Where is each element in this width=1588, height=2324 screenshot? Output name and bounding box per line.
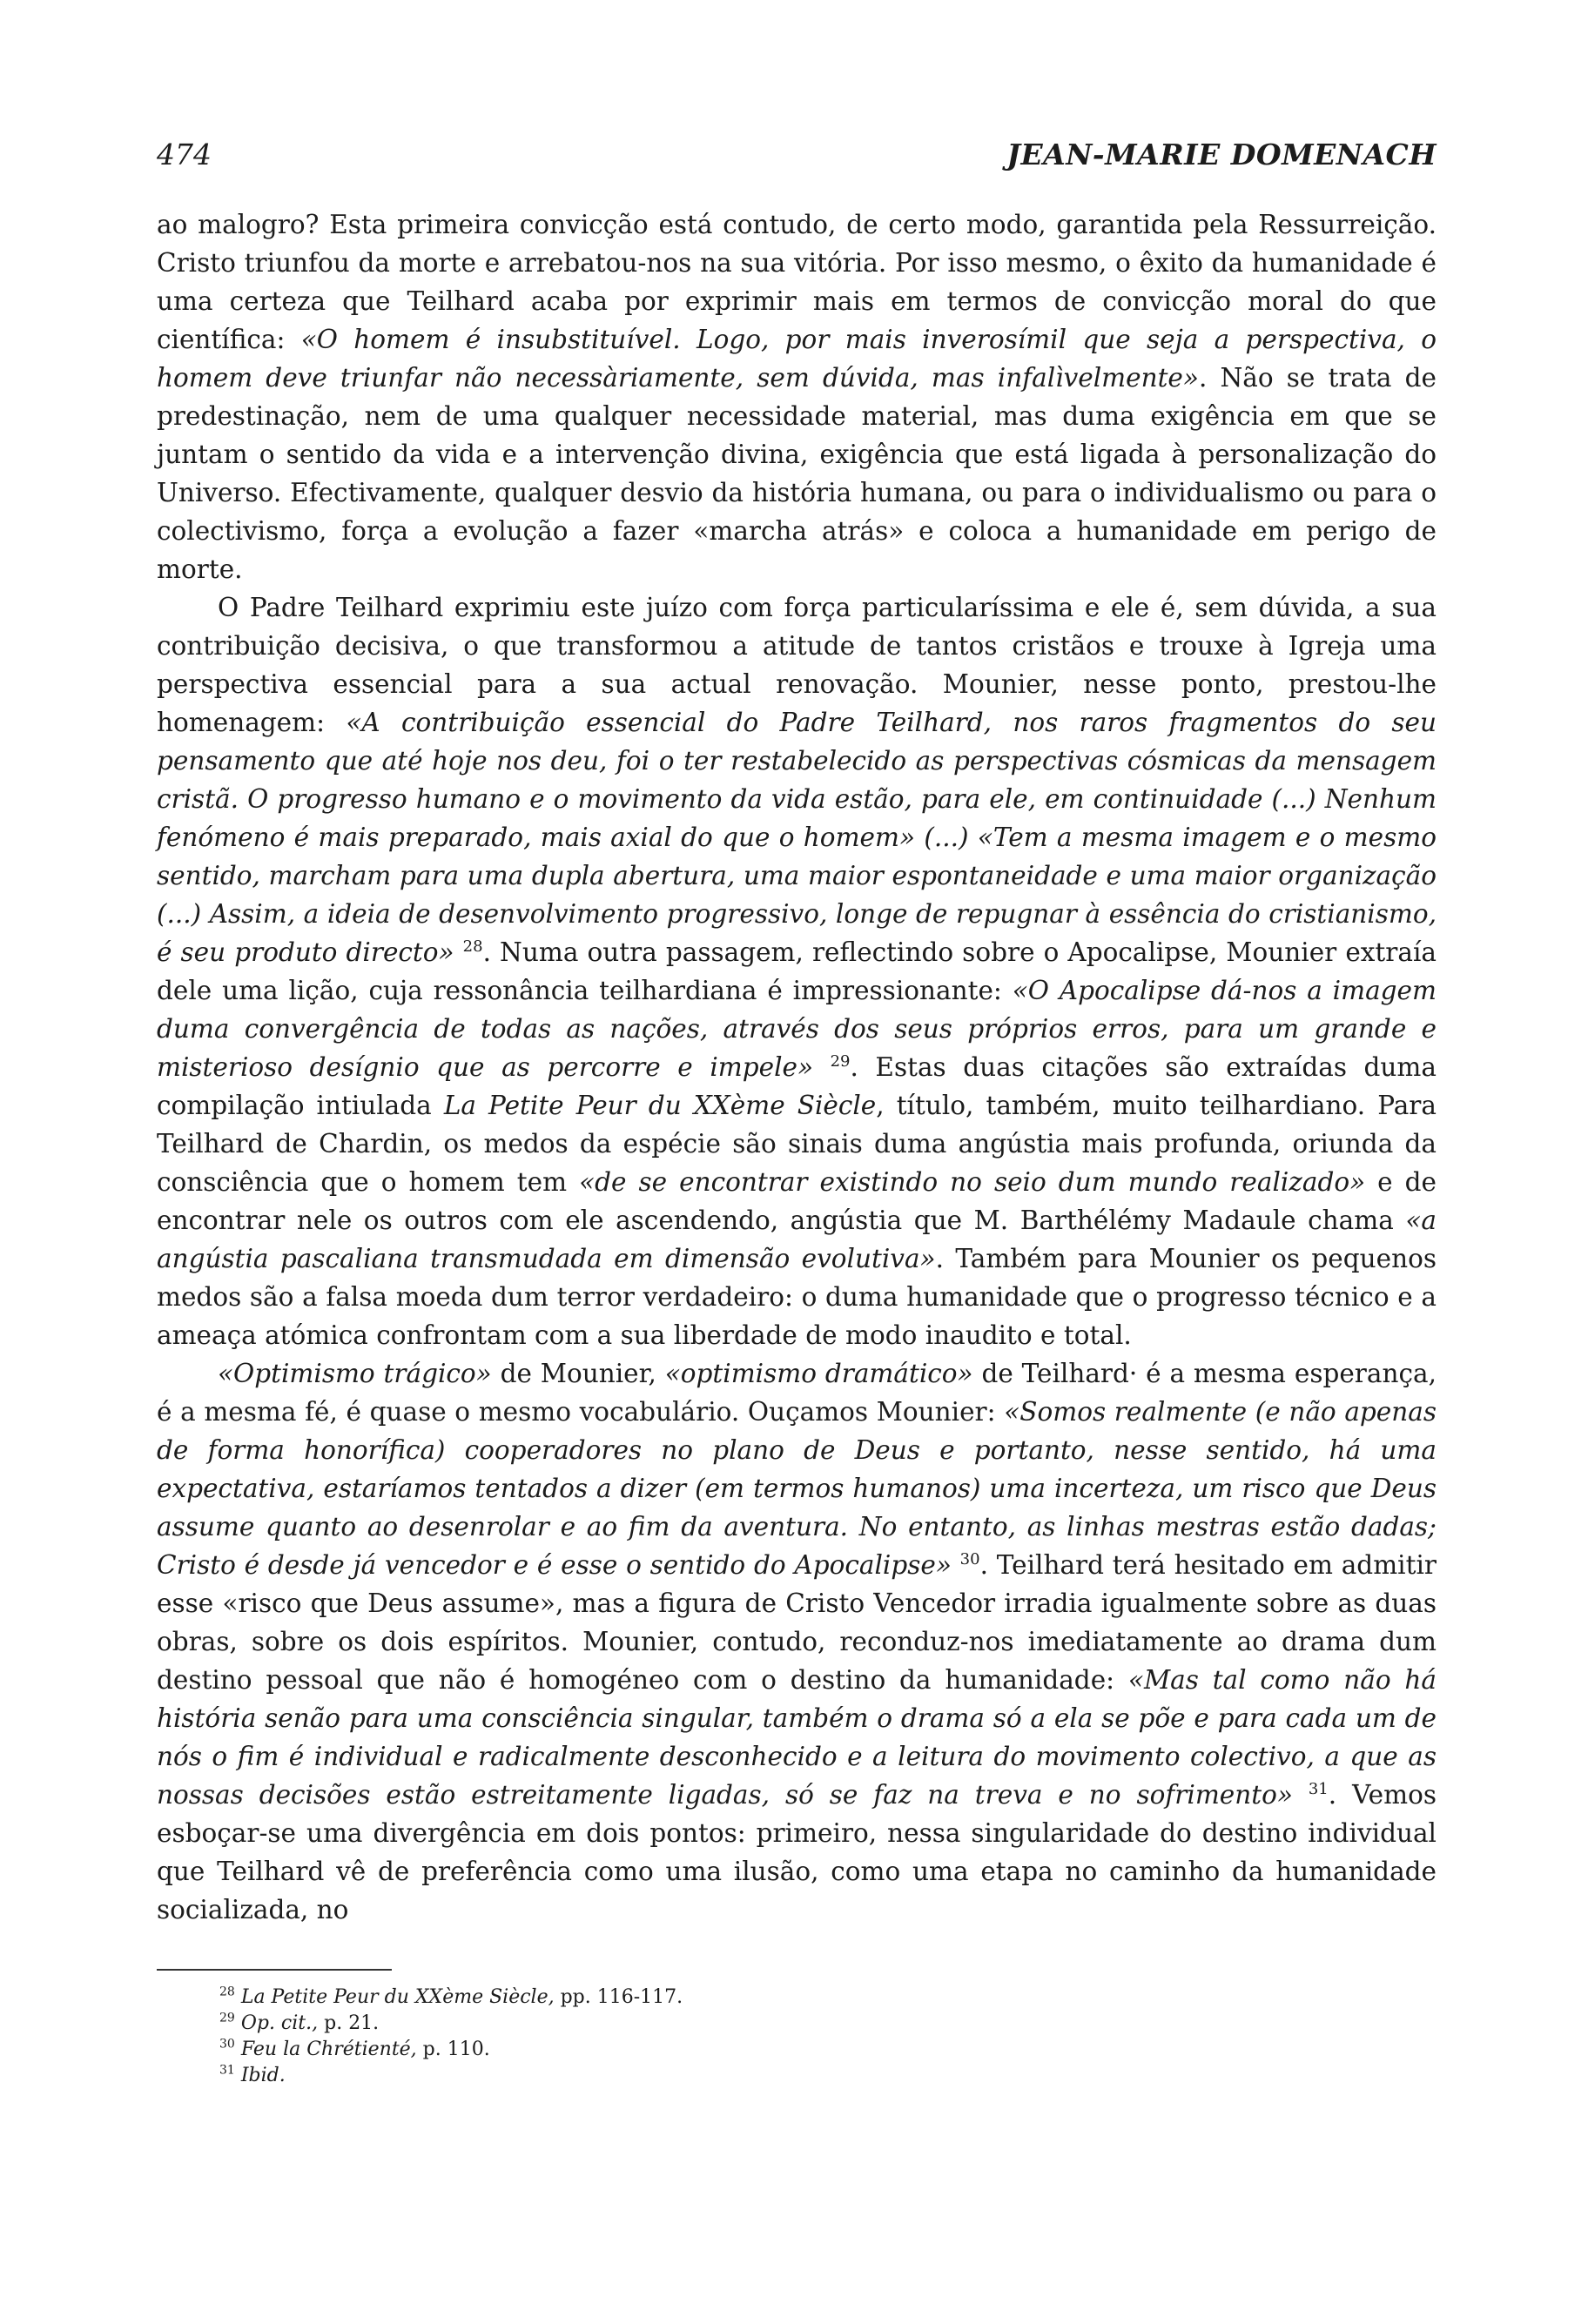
italic-text: La Petite Peur du XXème Siècle [443,1091,877,1120]
text-run [1293,1780,1309,1810]
text-run: , título, também, muito teilhardiano. Para Teilhard de Chardin, os medos da espécie são sinais duma angústia mais profunda, oriunda da consciência que o homem tem [157,1091,1437,1197]
footnote-number: 29 [219,2011,235,2025]
paragraph [157,588,1437,1354]
footnote-rule [157,1969,392,1971]
text-run: . Vemos esboçar-se uma divergência em dois pontos: primeiro, nessa singularidade do destino individual que Teilhard vê de preferência como uma ilusão, como uma etapa no caminho da humanidade socializada, no [157,1780,1437,1924]
body-text [157,205,1437,1929]
footnote-ref: 31 [1308,1780,1329,1799]
footnote-pages: pp. 116-117. [554,1986,683,2008]
italic-text: «optimismo dramático» [664,1359,973,1388]
footnote [219,2011,1437,2037]
running-head: JEAN-MARIE DOMENACH [1006,138,1437,171]
footnote-title: La Petite Peur du XXème Siècle, [240,1986,555,2008]
italic-text: «Mas tal como não há história senão para uma consciência singular, também o drama só a ela se põe e para cada um de nós o fim é individual e radicalmente desconhecido e a leitura do movimento colectivo, a que as nossas decisões estão estreitamente ligadas, só se faz na treva e no sofrimento» [157,1665,1437,1810]
text-run: e de encontrar nele os outros com ele ascendendo, angústia que M. Barthélémy Madaule chama [157,1167,1437,1235]
footnote-pages: p. 21. [318,2012,380,2034]
text-run [454,937,463,967]
text-run: . Também para Mounier os pequenos medos são a falsa moeda dum terror verdadeiro: o duma humanidade que o progresso técnico e a ameaça atómica confrontam com a sua liberdade de modo inaudito e total. [157,1244,1437,1350]
text-run: . Estas duas citações são extraídas duma compilação intiulada [157,1052,1437,1120]
footnote-title: Feu la Chrétienté, [240,2039,417,2060]
footnote-pages: p. 110. [416,2039,490,2060]
text-run: O Padre Teilhard exprimiu este juízo com força particularíssima e ele é, sem dúvida, a sua contribuição decisiva, o que transformou a atitude de tantos cristãos e trouxe à Igreja uma perspectiva essencial para a sua actual renovação. Mounier, nesse ponto, prestou-lhe homenagem: [157,593,1437,737]
footnote-ref: 29 [830,1052,851,1071]
text-run: de Mounier, [491,1359,665,1388]
footnote-ref: 28 [462,937,483,957]
footnote [219,1985,1437,2011]
page-header [157,131,1437,183]
footnote-title: Ibid. [240,2065,286,2086]
text-run: . Não se trata de predestinação, nem de uma qualquer necessidade material, mas duma exigência em que se juntam o sentido da vida e a intervenção divina, exigência que está ligada à personalização do Universo. Efectivamente, qualquer desvio da história humana, ou para o individualismo ou para o colectivismo, força a evolução a fazer «marcha atrás» e coloca a humanidade em perigo de morte. [157,363,1437,584]
text-run: ao malogro? Esta primeira convicção está contudo, de certo modo, garantida pela Ressurreição. Cristo triunfou da morte e arrebatou-nos na sua vitória. Por isso mesmo, o êxito da humanidade é uma certeza que Teilhard acaba por exprimir mais em termos de convicção moral do que científica: [157,210,1437,354]
footnote-number: 30 [219,2037,235,2052]
italic-text: «de se encontrar existindo no seio dum mundo realizado» [579,1167,1366,1197]
footnotes [157,1985,1437,2089]
paragraph [157,205,1437,588]
footnote-number: 28 [219,1985,235,1999]
text-run: . Numa outra passagem, reflectindo sobre o Apocalipse, Mounier extraía dele uma lição, cuja ressonância teilhardiana é impressionante: [157,937,1437,1005]
italic-text: «Somos realmente (e não apenas de forma honorífica) cooperadores no plano de Deus e portanto, nesse sentido, há uma expectativa, estaríamos tentados a dizer (em termos humanos) uma incerteza, um risco que Deus assume quanto ao desenrolar e ao fim da aventura. No entanto, as linhas mestras estão dadas; Cristo é desde já vencedor e é esse o sentido do Apocalipse» [157,1397,1437,1580]
page-number: 474 [157,138,212,171]
footnote-title: Op. cit., [240,2012,319,2034]
document-page [157,131,1437,2089]
italic-text: «Optimismo trágico» [218,1359,492,1388]
text-run: de Teilhard· é a mesma esperança, é a mesma fé, é quase o mesmo vocabulário. Ouçamos Mounier: [157,1359,1437,1427]
footnote [219,2037,1437,2063]
italic-text: «A contribuição essencial do Padre Teilhard, nos raros fragmentos do seu pensamento que até hoje nos deu, foi o ter restabelecido as perspectivas cósmicas da mensagem cristã. O progresso humano e o movimento da vida estão, para ele, em continuidade (...) Nenhum fenómeno é mais preparado, mais axial do que o homem» (...) «Tem a mesma imagem e o mesmo sentido, marcham para uma dupla abertura, uma maior espontaneidade e uma maior organização (...) Assim, a ideia de desenvolvimento progressivo, longe de repugnar à essência do cristianismo, é seu produto directo» [157,708,1437,967]
text-run: . Teilhard terá hesitado em admitir esse «risco que Deus assume», mas a figura de Cristo Vencedor irradia igualmente sobre as duas obras, sobre os dois espíritos. Mounier, contudo, reconduz-nos imediatamente ao drama dum destino pessoal que não é homogéneo com o destino da humanidade: [157,1550,1437,1695]
footnote [219,2063,1437,2089]
italic-text: «a angústia pascaliana transmudada em dimensão evolutiva» [157,1206,1437,1273]
footnote-ref: 30 [959,1550,980,1569]
italic-text: «O homem é insubstituível. Logo, por mais inverosímil que seja a perspectiva, o homem deve triunfar não necessàriamente, sem dúvida, mas infalìvelmente» [157,325,1437,393]
text-run [813,1052,831,1082]
italic-text: «O Apocalipse dá-nos a imagem duma convergência de todas as nações, através dos seus próprios erros, para um grande e misterioso desígnio que as percorre e impele» [157,976,1437,1082]
paragraph [157,1354,1437,1929]
text-run [952,1550,960,1580]
footnote-number: 31 [219,2063,235,2078]
